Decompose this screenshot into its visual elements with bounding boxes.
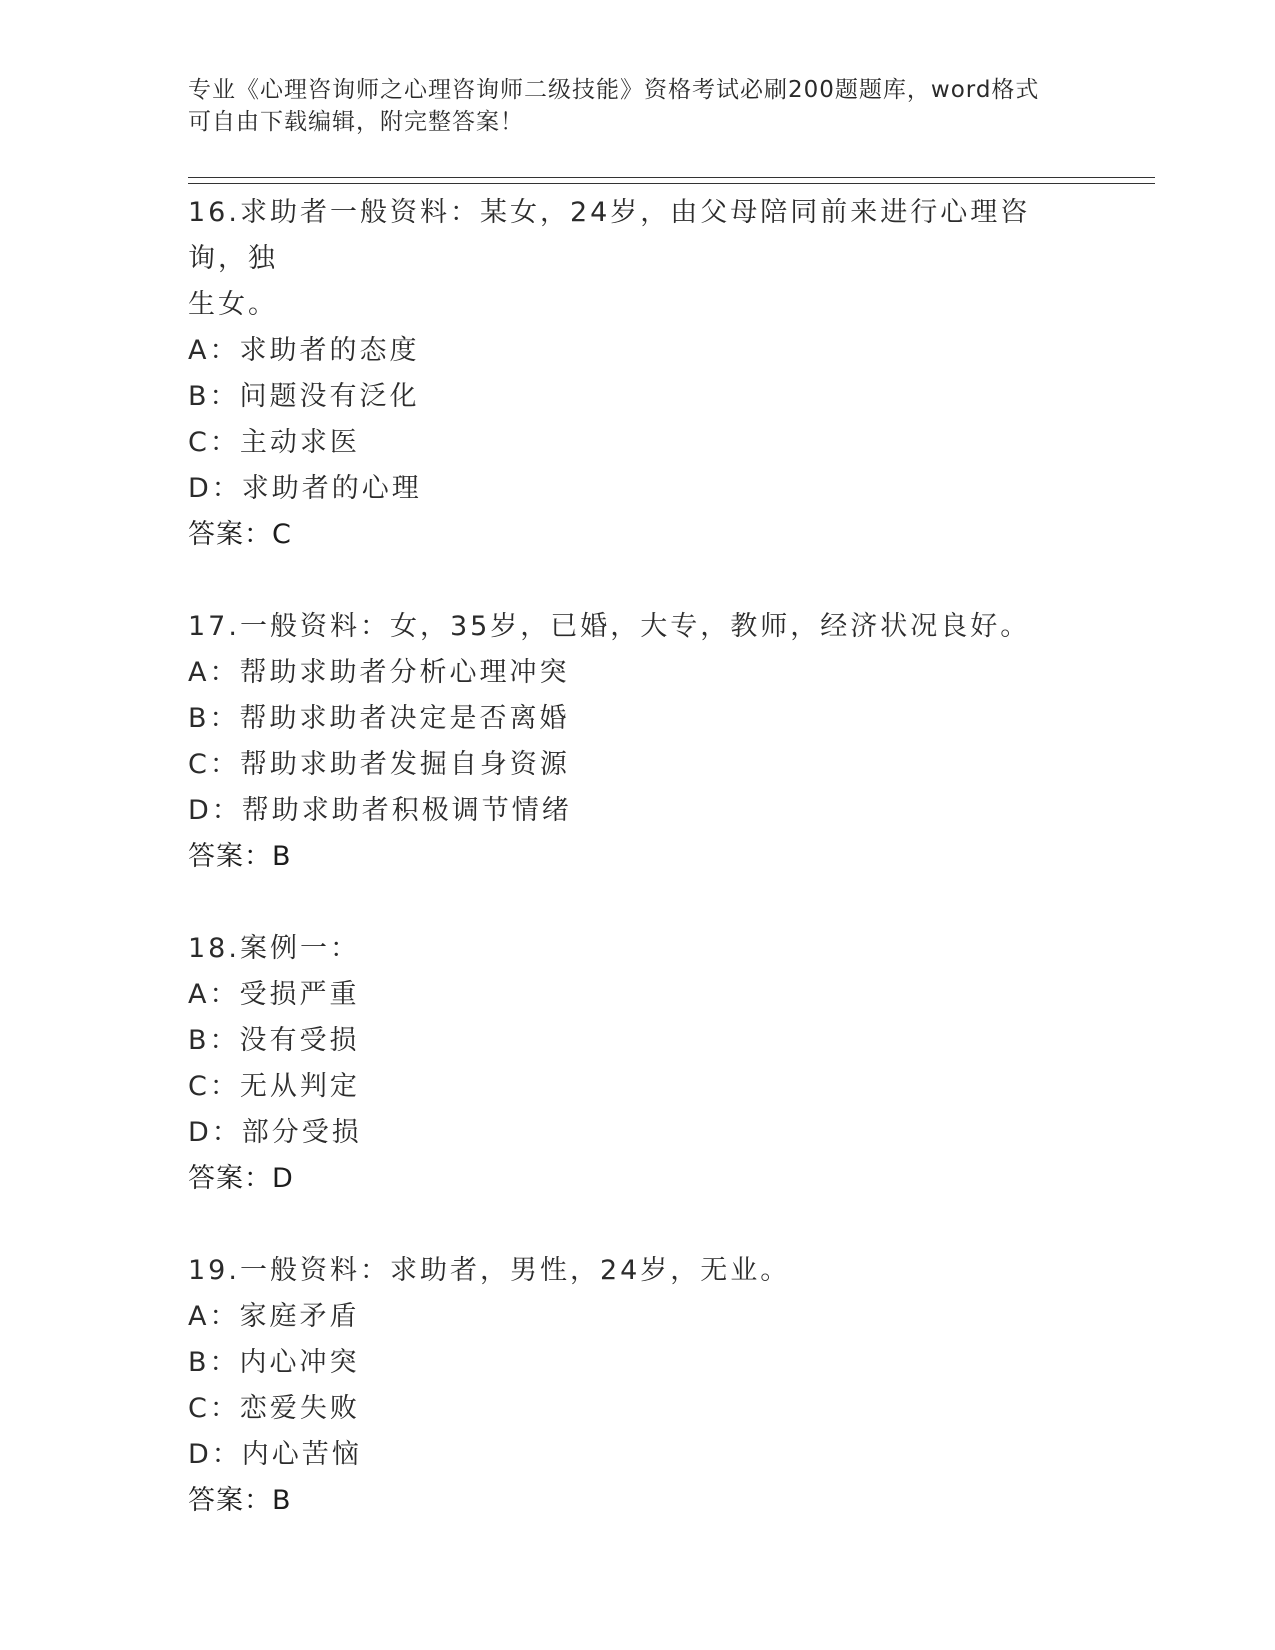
option-d: D：帮助求助者积极调节情绪 bbox=[188, 795, 572, 826]
option-d: D：内心苦恼 bbox=[188, 1439, 362, 1470]
option-a: A：帮助求助者分析心理冲突 bbox=[188, 657, 570, 688]
option-d: D：求助者的心理 bbox=[188, 473, 422, 504]
question-19 bbox=[188, 1248, 1088, 1524]
question-18 bbox=[188, 926, 1088, 1202]
option-a: A：家庭矛盾 bbox=[188, 1301, 360, 1332]
option-b: B：问题没有泛化 bbox=[188, 381, 420, 412]
option-c: C：恋爱失败 bbox=[188, 1393, 360, 1424]
option-c: C：帮助求助者发掘自身资源 bbox=[188, 749, 570, 780]
question-stem: 16.求助者一般资料：某女，24岁，由父母陪同前来进行心理咨询，独 bbox=[188, 197, 1031, 274]
question-stem: 18.案例一： bbox=[188, 933, 360, 964]
option-a: A：受损严重 bbox=[188, 979, 360, 1010]
question-stem: 17.一般资料：女，35岁，已婚，大专，教师，经济状况良好。 bbox=[188, 611, 1031, 642]
document-header bbox=[188, 74, 1088, 138]
option-a: A：求助者的态度 bbox=[188, 335, 420, 366]
question-stem: 19.一般资料：求助者，男性，24岁，无业。 bbox=[188, 1255, 791, 1286]
answer-line: 答案：B bbox=[188, 1485, 292, 1516]
option-b: B：没有受损 bbox=[188, 1025, 360, 1056]
answer-line: 答案：D bbox=[188, 1163, 294, 1194]
header-line-1: 专业《心理咨询师之心理咨询师二级技能》资格考试必刷200题题库，word格式 bbox=[188, 77, 1040, 103]
question-stem-continued: 生女。 bbox=[188, 289, 278, 320]
question-17 bbox=[188, 604, 1088, 880]
option-d: D：部分受损 bbox=[188, 1117, 362, 1148]
option-c: C：主动求医 bbox=[188, 427, 360, 458]
question-16 bbox=[188, 190, 1088, 558]
header-line-2: 可自由下载编辑，附完整答案！ bbox=[188, 109, 524, 135]
question-list bbox=[188, 190, 1088, 1570]
option-b: B：帮助求助者决定是否离婚 bbox=[188, 703, 570, 734]
header-rule-top bbox=[188, 177, 1155, 178]
answer-line: 答案：C bbox=[188, 519, 292, 550]
option-c: C：无从判定 bbox=[188, 1071, 360, 1102]
header-rule-bottom bbox=[188, 183, 1155, 184]
answer-line: 答案：B bbox=[188, 841, 292, 872]
option-b: B：内心冲突 bbox=[188, 1347, 360, 1378]
